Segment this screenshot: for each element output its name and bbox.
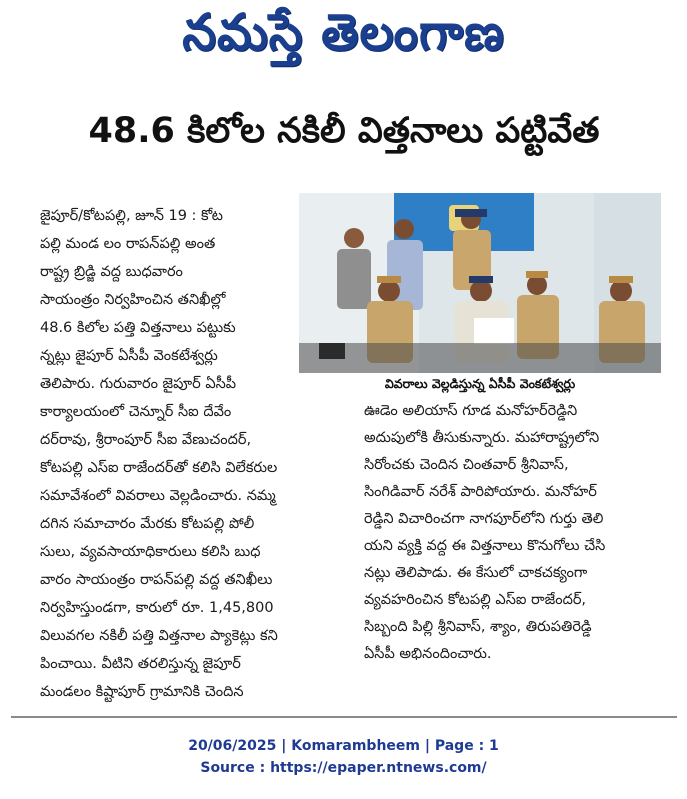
article-line: ఊడెం అలియాస్ గూడ మనోహర్‌రెడ్డిని: [364, 403, 578, 419]
article-line: పల్లి మండ లం రాపన్‌పల్లి అంత: [40, 236, 216, 252]
article-photo: [299, 193, 661, 373]
article-line: మండలం కిష్టాపూర్ గ్రామానికి చెందిన: [40, 684, 244, 700]
article-line: నిర్వహిస్తుండగా, కారులో రూ. 1,45,800: [40, 600, 274, 616]
article-line: ఏసీపీ అభినందించారు.: [364, 646, 492, 662]
article-line: రాష్ట్ర బ్రిడ్జి వద్ద బుధవారం: [40, 264, 183, 280]
article-line: సమావేశంలో వివరాలు వెల్లడించారు. నమ్మ: [40, 488, 276, 504]
article-line: కార్యాలయంలో చెన్నూర్ సీఐ దేవేం: [40, 404, 232, 420]
article-line: దర్‌రావు, శ్రీరాంపూర్ సీఐ వేణుచందర్,: [40, 432, 252, 448]
article-line: అదుపులోకి తీసుకున్నారు. మహారాష్ట్రలోని: [364, 430, 600, 446]
article-line: సిబ్బంది పిల్లి శ్రీనివాస్, శ్యాం, తిరుపతిరెడ్డి: [364, 619, 592, 635]
article-line: వారం సాయంత్రం రాపన్‌పల్లి వద్ద తనిఖీలు: [40, 572, 273, 588]
footer-divider: [11, 716, 677, 718]
article-line: దగిన సమాచారం మేరకు కోటపల్లి పోలీ: [40, 516, 255, 532]
article-line: కోటపల్లి ఎస్‌ఐ రాజేందర్‌తో కలిసి విలేకరుల: [40, 460, 278, 476]
article-column-right: [364, 398, 669, 668]
police-press-photo: [299, 193, 661, 373]
article-line: సిరోంచకు చెందిన చింతవార్ శ్రీనివాస్,: [364, 457, 569, 473]
footer-source: Source : https://epaper.ntnews.com/: [200, 760, 487, 776]
article-line: విలువగల నకిలీ పత్తి విత్తనాల ప్యాకెట్లు కని: [40, 628, 278, 644]
article-line: యని వ్యక్తి వద్ద ఈ విత్తనాలు కొనుగోలు చేసి: [364, 538, 606, 554]
article-headline: 48.6 కిలోల నకిలీ విత్తనాలు పట్టివేత: [88, 111, 600, 151]
article-line: సులు, వ్యవసాయాధికారులు కలిసి బుధ: [40, 544, 261, 560]
article-line: సింగిడివార్ నరేశ్ పారిపోయారు. మనోహర్: [364, 484, 597, 500]
article-line: రెడ్డిని విచారించగా నాగపూర్‌లోని గుర్తు తెలి: [364, 511, 604, 527]
article-line: న్నట్లు జైపూర్ ఏసీపీ వెంకటేశ్వర్లు: [40, 348, 218, 364]
article-line: పించాయి. వీటిని తరలిస్తున్న జైపూర్: [40, 656, 241, 672]
photo-caption: వివరాలు వెల్లడిస్తున్న ఏసీపీ వెంకటేశ్వర్లు: [299, 373, 661, 397]
article-line: నట్లు తెలిపాడు. ఈ కేసులో చాకచక్యంగా: [364, 565, 588, 581]
newspaper-logo: నమస్తే తెలంగాణ: [182, 3, 505, 63]
article-line: తెలిపారు. గురువారం జైపూర్ ఏసీపీ: [40, 376, 237, 392]
article-column-left: [40, 202, 340, 706]
article-line: వ్యవహరించిన కోటపల్లి ఎస్‌ఐ రాజేందర్,: [364, 592, 587, 608]
article-line: 48.6 కిలోల పత్తి విత్తనాలు పట్టుకు: [40, 320, 236, 336]
article-line: సాయంత్రం నిర్వహించిన తనిఖీల్లో: [40, 292, 226, 308]
footer-date-edition: 20/06/2025 | Komarambheem | Page : 1: [188, 738, 499, 754]
masthead: [0, 0, 687, 78]
article-line: జైపూర్/కోటపల్లి, జూన్ 19 : కోట: [40, 208, 223, 224]
